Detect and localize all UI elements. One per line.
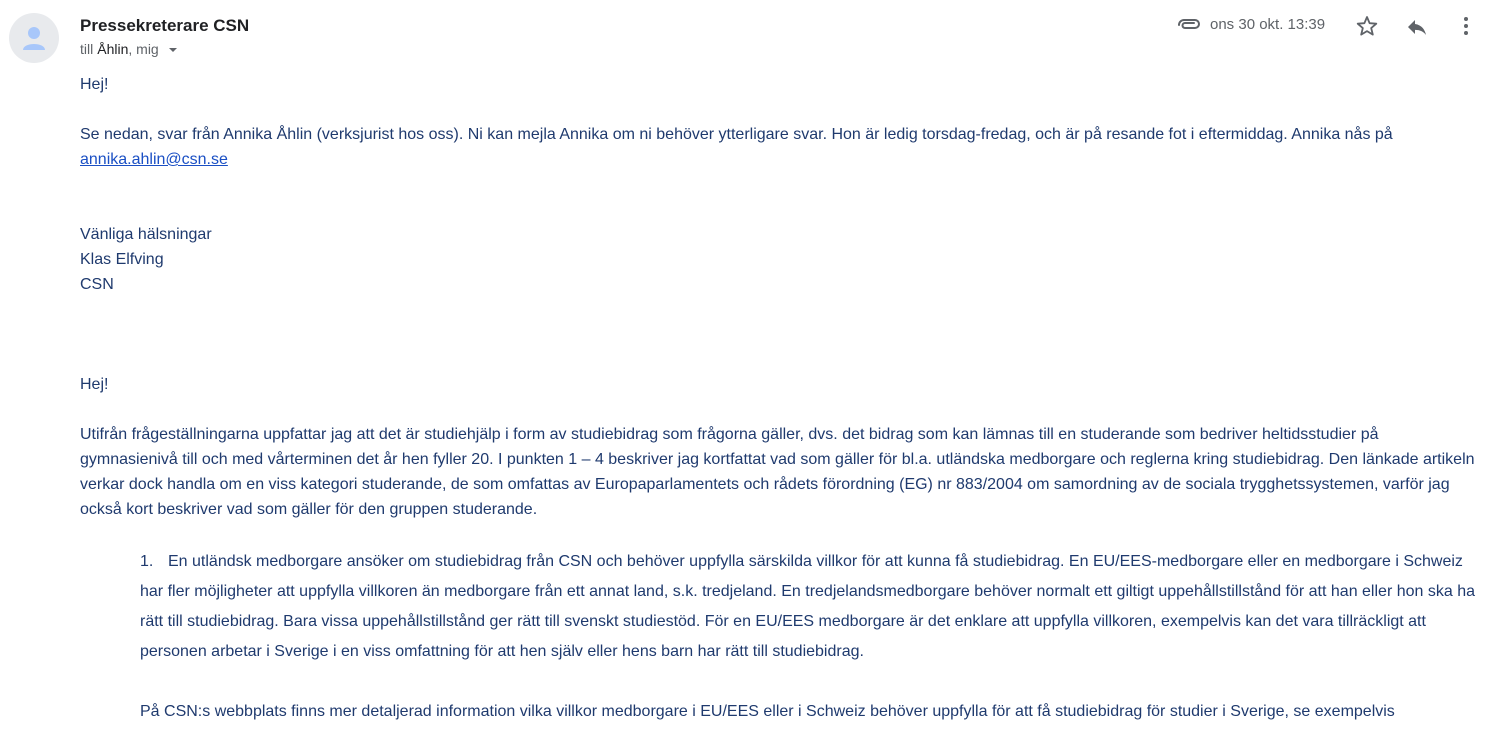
paperclip-icon: [1175, 15, 1201, 40]
to-prefix: till: [80, 41, 94, 57]
message-body: [80, 72, 1480, 727]
signature-name: Klas Elfving: [80, 251, 164, 268]
greeting: Hej!: [80, 76, 109, 93]
message-date: ons 30 okt. 13:39: [1210, 16, 1326, 33]
caret-down-icon[interactable]: [167, 43, 179, 55]
recipients-line[interactable]: [80, 41, 179, 57]
person-avatar-icon[interactable]: [9, 13, 59, 63]
greeting-quoted: Hej!: [80, 376, 109, 393]
reply-icon[interactable]: [1405, 15, 1429, 44]
message-actions: [1155, 14, 1495, 38]
list-item-text: En utländsk medborgare ansöker om studiebidrag från CSN och behöver uppfylla särskilda villkor för att kunna få studiebidrag. En EU/EES-medborgare eller en medborgare i Schweiz har fler möjligheter att uppfylla villkoren än medborgare från ett annat land, s.k. tredjeland. En tredjelandsmedborgare behöver normalt ett giltigt uppehållstillstånd för att han eller hon ska ha rätt till studiebidrag. Bara vissa uppehållstillstånd ger rätt till svenskt studiestöd. För en EU/EES medborgare är det enklare att uppfylla villkoren, exempelvis kan det vara tillräckligt att personen arbetar i Sverige i en viss omfattning för att hen själv eller hens barn har rätt till studiebidrag.: [140, 553, 1475, 660]
list-item: [140, 547, 1480, 667]
recipient-name: Åhlin: [97, 41, 129, 57]
recipient-suffix: , mig: [128, 41, 159, 57]
signature-closing: Vänliga hälsningar: [80, 226, 212, 243]
quoted-paragraph: Utifrån frågeställningarna uppfattar jag att det är studiehjälp i form av studiebidrag som frågorna gäller, dvs. det bidrag som kan lämnas till en studerande som bedriver heltidsstudier på gymnasienivå till och med vårterminen det år hen fyller 20. I punkten 1 – 4 beskriver jag kortfattat vad som gäller för bl.a. utländska medborgare och reglerna kring studiebidrag. Den länkade artikeln verkar dock handla om en viss kategori studerande, de som omfattas av Europaparlamentets och rådets förordning (EG) nr 883/2004 om samordning av de sociala trygghetssystemen, varför jag också kort beskriver vad som gäller för den gruppen studerande.: [80, 426, 1475, 518]
numbered-list: [140, 547, 1480, 727]
intro-text: Se nedan, svar från Annika Åhlin (verksjurist hos oss). Ni kan mejla Annika om ni behöver ytterligare svar. Hon är ledig torsdag-fredag, och är på resande fot i eftermiddag. Annika nås på: [80, 126, 1393, 143]
email-link[interactable]: annika.ahlin@csn.se: [80, 151, 228, 168]
sender-name[interactable]: Pressekreterare CSN: [80, 16, 250, 35]
star-outline-icon[interactable]: [1355, 14, 1379, 43]
intro-paragraph: [80, 122, 1480, 172]
more-vert-icon[interactable]: [1454, 14, 1478, 43]
list-paragraph: På CSN:s webbplats finns mer detaljerad information vilka villkor medborgare i EU/EES eller i Schweiz behöver uppfylla för att få studiebidrag för studier i Sverige, se exempelvis: [140, 703, 1395, 720]
signature-org: CSN: [80, 276, 114, 293]
list-number: 1.: [140, 553, 154, 570]
